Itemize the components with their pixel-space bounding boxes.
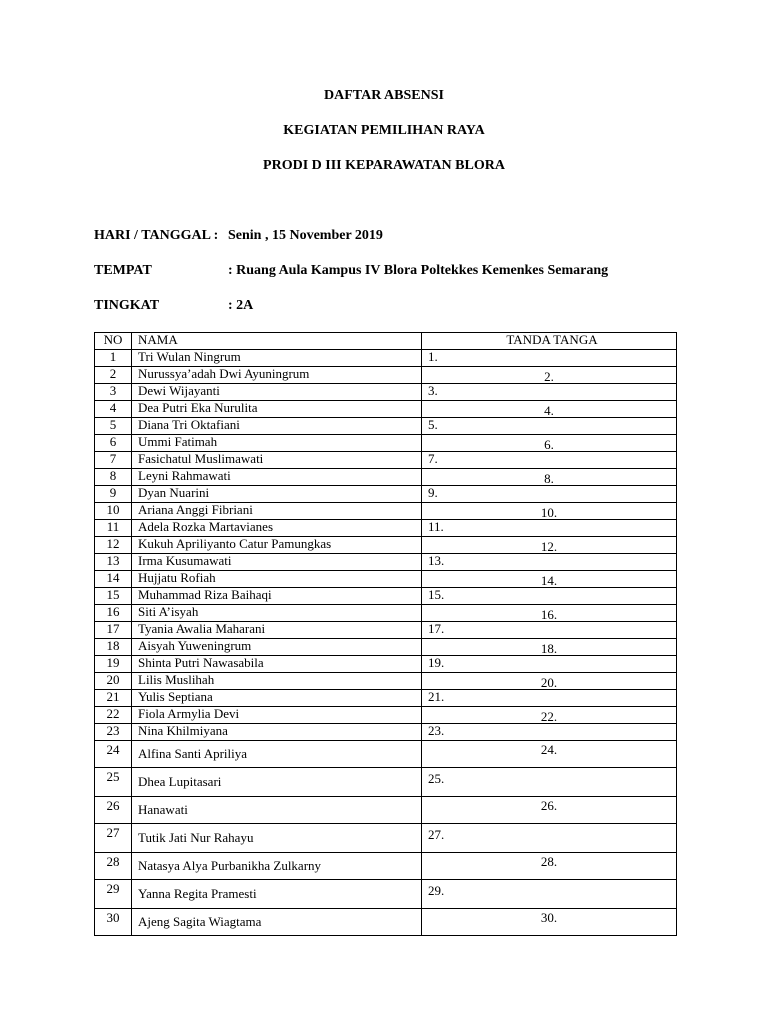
- signature-number: 21.: [428, 689, 445, 704]
- table-row: [95, 724, 677, 741]
- signature-number: 19.: [428, 655, 445, 670]
- row-number: 10: [95, 503, 132, 520]
- place-label: TEMPAT: [94, 263, 152, 278]
- participant-name: Yanna Regita Pramesti: [132, 880, 422, 909]
- signature-cell[interactable]: [422, 469, 677, 486]
- signature-number: 5.: [428, 417, 438, 432]
- signature-cell[interactable]: [422, 909, 677, 936]
- signature-cell[interactable]: [422, 520, 677, 537]
- participant-name: Nina Khilmiyana: [132, 724, 422, 741]
- signature-cell[interactable]: [422, 554, 677, 571]
- signature-number: 27.: [428, 827, 445, 842]
- signature-number: 17.: [428, 621, 445, 636]
- attendance-rows: [95, 350, 677, 936]
- participant-name: Fiola Armylia Devi: [132, 707, 422, 724]
- signature-cell[interactable]: [422, 690, 677, 707]
- table-row: [95, 824, 677, 853]
- place-value: : Ruang Aula Kampus IV Blora Poltekkes Kemenkes Semarang: [228, 263, 609, 278]
- row-number: 13: [95, 554, 132, 571]
- signature-number: 25.: [428, 771, 445, 786]
- row-number: 6: [95, 435, 132, 452]
- signature-cell[interactable]: [422, 486, 677, 503]
- signature-number: 8.: [544, 471, 554, 486]
- participant-name: Yulis Septiana: [132, 690, 422, 707]
- signature-cell[interactable]: [422, 605, 677, 622]
- participant-name: Irma Kusumawati: [132, 554, 422, 571]
- row-number: 20: [95, 673, 132, 690]
- row-number: 3: [95, 384, 132, 401]
- row-number: 7: [95, 452, 132, 469]
- signature-number: 24.: [540, 742, 558, 757]
- signature-cell[interactable]: [422, 384, 677, 401]
- participant-name: Natasya Alya Purbanikha Zulkarny: [132, 853, 422, 880]
- participant-name: Alfina Santi Apriliya: [132, 741, 422, 768]
- signature-number: 11.: [428, 519, 444, 534]
- participant-name: Ajeng Sagita Wiagtama: [132, 909, 422, 936]
- signature-number: 22.: [540, 709, 558, 724]
- participant-name: Siti A’isyah: [132, 605, 422, 622]
- header-no: NO: [95, 333, 132, 350]
- row-number: 29: [95, 880, 132, 909]
- table-row: [95, 622, 677, 639]
- row-number: 22: [95, 707, 132, 724]
- signature-cell[interactable]: [422, 797, 677, 824]
- row-number: 26: [95, 797, 132, 824]
- table-row: [95, 741, 677, 768]
- row-number: 25: [95, 768, 132, 797]
- signature-number: 7.: [428, 451, 438, 466]
- row-number: 30: [95, 909, 132, 936]
- signature-number: 12.: [540, 539, 558, 554]
- row-number: 15: [95, 588, 132, 605]
- signature-cell[interactable]: [422, 571, 677, 588]
- participant-name: Hanawati: [132, 797, 422, 824]
- signature-number: 14.: [540, 573, 558, 588]
- signature-number: 9.: [428, 485, 438, 500]
- participant-name: Dhea Lupitasari: [132, 768, 422, 797]
- signature-number: 18.: [540, 641, 558, 656]
- table-row: [95, 909, 677, 936]
- participant-name: Hujjatu Rofiah: [132, 571, 422, 588]
- table-row: [95, 656, 677, 673]
- table-row: [95, 588, 677, 605]
- date-value: Senin , 15 November 2019: [228, 228, 383, 243]
- row-number: 9: [95, 486, 132, 503]
- signature-number: 6.: [544, 437, 554, 452]
- level-value: : 2A: [228, 298, 254, 313]
- signature-cell[interactable]: [422, 880, 677, 909]
- table-row: [95, 639, 677, 656]
- signature-cell[interactable]: [422, 853, 677, 880]
- signature-number: 26.: [540, 798, 558, 813]
- participant-name: Tutik Jati Nur Rahayu: [132, 824, 422, 853]
- table-row: [95, 605, 677, 622]
- document-title: DAFTAR ABSENSI: [324, 88, 444, 103]
- row-number: 19: [95, 656, 132, 673]
- signature-cell[interactable]: [422, 401, 677, 418]
- signature-cell[interactable]: [422, 622, 677, 639]
- table-row: [95, 452, 677, 469]
- table-row: [95, 350, 677, 367]
- participant-name: Ariana Anggi Fibriani: [132, 503, 422, 520]
- table-row: [95, 435, 677, 452]
- signature-cell[interactable]: [422, 452, 677, 469]
- signature-cell[interactable]: [422, 724, 677, 741]
- signature-cell[interactable]: [422, 503, 677, 520]
- signature-number: 1.: [428, 349, 438, 364]
- participant-name: Adela Rozka Martavianes: [132, 520, 422, 537]
- signature-number: 23.: [428, 723, 445, 738]
- table-row: [95, 503, 677, 520]
- table-row: [95, 537, 677, 554]
- signature-number: 29.: [428, 883, 445, 898]
- participant-name: Nurussya’adah Dwi Ayuningrum: [132, 367, 422, 384]
- signature-cell[interactable]: [422, 537, 677, 554]
- signature-cell[interactable]: [422, 824, 677, 853]
- signature-number: 10.: [540, 505, 558, 520]
- signature-cell[interactable]: [422, 367, 677, 384]
- program-title: PRODI D III KEPARAWATAN BLORA: [263, 158, 505, 173]
- header-signature: TANDA TANGA: [422, 333, 677, 350]
- signature-cell[interactable]: [422, 639, 677, 656]
- date-label: HARI / TANGGAL :: [94, 228, 219, 243]
- table-row: [95, 673, 677, 690]
- signature-cell[interactable]: [422, 707, 677, 724]
- table-row: [95, 486, 677, 503]
- table-row: [95, 384, 677, 401]
- row-number: 21: [95, 690, 132, 707]
- participant-name: Tyania Awalia Maharani: [132, 622, 422, 639]
- table-row: [95, 797, 677, 824]
- participant-name: Leyni Rahmawati: [132, 469, 422, 486]
- row-number: 27: [95, 824, 132, 853]
- participant-name: Ummi Fatimah: [132, 435, 422, 452]
- signature-number: 13.: [428, 553, 445, 568]
- table-row: [95, 571, 677, 588]
- row-number: 5: [95, 418, 132, 435]
- participant-name: Diana Tri Oktafiani: [132, 418, 422, 435]
- row-number: 12: [95, 537, 132, 554]
- table-header-row: [95, 333, 677, 350]
- row-number: 17: [95, 622, 132, 639]
- row-number: 14: [95, 571, 132, 588]
- signature-cell[interactable]: [422, 588, 677, 605]
- participant-name: Fasichatul Muslimawati: [132, 452, 422, 469]
- row-number: 2: [95, 367, 132, 384]
- row-number: 1: [95, 350, 132, 367]
- header-name: NAMA: [132, 333, 422, 350]
- participant-name: Muhammad Riza Baihaqi: [132, 588, 422, 605]
- participant-name: Dea Putri Eka Nurulita: [132, 401, 422, 418]
- participant-name: Lilis Muslihah: [132, 673, 422, 690]
- table-row: [95, 690, 677, 707]
- signature-number: 15.: [428, 587, 445, 602]
- signature-number: 16.: [540, 607, 558, 622]
- signature-cell[interactable]: [422, 350, 677, 367]
- participant-name: Aisyah Yuweningrum: [132, 639, 422, 656]
- table-row: [95, 554, 677, 571]
- table-row: [95, 880, 677, 909]
- row-number: 24: [95, 741, 132, 768]
- signature-cell[interactable]: [422, 656, 677, 673]
- row-number: 28: [95, 853, 132, 880]
- participant-name: Kukuh Apriliyanto Catur Pamungkas: [132, 537, 422, 554]
- participant-name: Tri Wulan Ningrum: [132, 350, 422, 367]
- participant-name: Dewi Wijayanti: [132, 384, 422, 401]
- signature-cell[interactable]: [422, 768, 677, 797]
- row-number: 16: [95, 605, 132, 622]
- row-number: 23: [95, 724, 132, 741]
- row-number: 11: [95, 520, 132, 537]
- table-row: [95, 853, 677, 880]
- signature-cell[interactable]: [422, 435, 677, 452]
- signature-cell[interactable]: [422, 741, 677, 768]
- table-row: [95, 469, 677, 486]
- table-row: [95, 367, 677, 384]
- table-row: [95, 401, 677, 418]
- row-number: 18: [95, 639, 132, 656]
- level-label: TINGKAT: [94, 298, 160, 313]
- signature-number: 20.: [540, 675, 558, 690]
- signature-number: 4.: [544, 403, 554, 418]
- signature-cell[interactable]: [422, 673, 677, 690]
- table-row: [95, 707, 677, 724]
- participant-name: Shinta Putri Nawasabila: [132, 656, 422, 673]
- signature-number: 30.: [540, 910, 558, 925]
- table-row: [95, 520, 677, 537]
- table-row: [95, 768, 677, 797]
- row-number: 8: [95, 469, 132, 486]
- signature-number: 2.: [544, 369, 554, 384]
- table-row: [95, 418, 677, 435]
- row-number: 4: [95, 401, 132, 418]
- participant-name: Dyan Nuarini: [132, 486, 422, 503]
- event-title: KEGIATAN PEMILIHAN RAYA: [283, 123, 485, 138]
- attendance-table: [94, 332, 677, 936]
- signature-number: 3.: [428, 383, 438, 398]
- signature-number: 28.: [540, 854, 558, 869]
- signature-cell[interactable]: [422, 418, 677, 435]
